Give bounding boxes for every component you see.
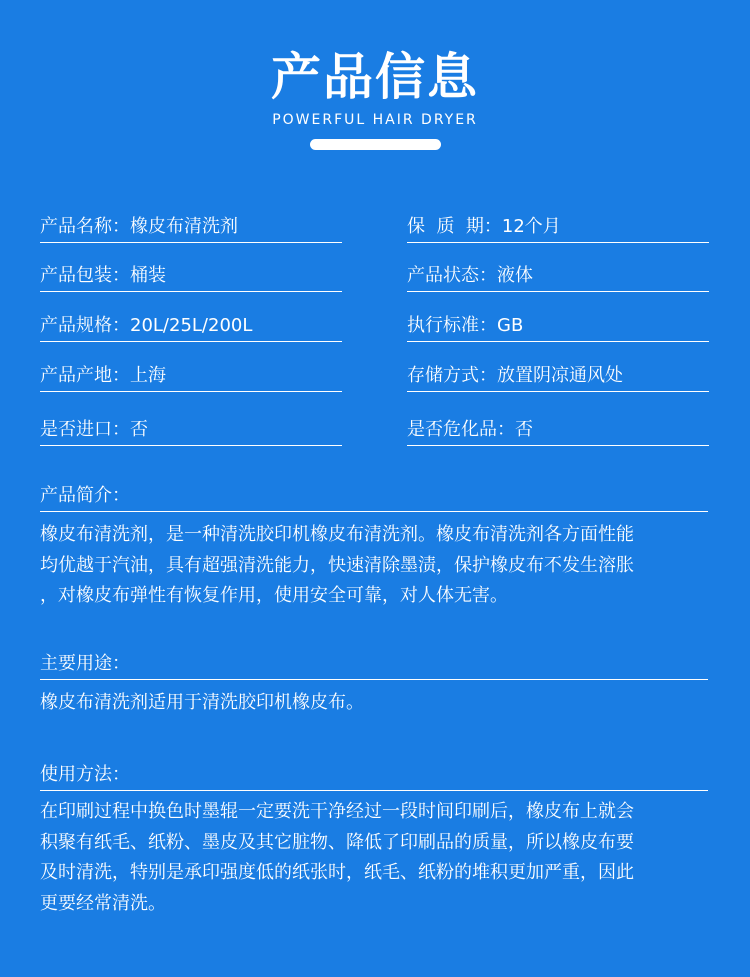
spec-label: 产品规格： (40, 315, 130, 336)
spec-value: 放置阴凉通风处 (497, 365, 623, 386)
spec-value: GB (497, 315, 524, 336)
spec-shelf-life (407, 212, 709, 243)
spec-value: 上海 (130, 365, 166, 386)
spec-standard (407, 311, 709, 342)
spec-hazardous (407, 415, 709, 446)
usage-heading: 主要用途： (40, 649, 708, 680)
spec-label: 是否危化品： (407, 419, 515, 440)
spec-label: 存储方式： (407, 365, 497, 386)
method-line: 更要经常清洗。 (40, 892, 166, 914)
usage-body (40, 688, 712, 719)
spec-specification (40, 311, 342, 342)
spec-label: 产品包装： (40, 265, 130, 286)
method-line: 积聚有纸毛、纸粉、墨皮及其它脏物、降低了印刷品的质量，所以橡皮布要 (40, 831, 634, 853)
method-body (40, 797, 712, 919)
intro-body (40, 520, 712, 612)
spec-value: 否 (130, 419, 148, 440)
method-line: 在印刷过程中换色时墨辊一定要洗干净经过一段时间印刷后，橡皮布上就会 (40, 801, 634, 822)
intro-line: 均优越于汽油，具有超强清洗能力，快速清除墨渍，保护橡皮布不发生溶胀 (40, 554, 634, 576)
spec-storage (407, 361, 709, 392)
spec-label: 产品状态： (407, 265, 497, 286)
spec-label: 是否进口： (40, 419, 130, 440)
spec-value: 20L/25L/200L (130, 315, 253, 336)
intro-line: ，对橡皮布弹性有恢复作用，使用安全可靠，对人体无害。 (40, 585, 508, 606)
spec-label: 产品名称： (40, 216, 130, 237)
spec-value: 否 (515, 419, 533, 440)
spec-imported (40, 415, 342, 446)
page-title: 产品信息 (271, 48, 479, 106)
intro-heading: 产品简介： (40, 481, 708, 512)
spec-state (407, 261, 709, 292)
intro-line: 橡皮布清洗剂，是一种清洗胶印机橡皮布清洗剂。橡皮布清洗剂各方面性能 (40, 524, 634, 545)
spec-value: 橡皮布清洗剂 (130, 216, 238, 237)
spec-label: 保 质 期： (407, 216, 502, 237)
spec-value: 12个月 (501, 216, 561, 237)
method-line: 及时清洗，特别是承印强度低的纸张时，纸毛、纸粉的堆积更加严重，因此 (40, 862, 634, 883)
spec-origin (40, 361, 342, 392)
spec-packaging (40, 261, 342, 292)
spec-product-name (40, 212, 342, 243)
title-underline-bar (310, 139, 441, 150)
spec-label: 执行标准： (407, 315, 497, 336)
method-heading: 使用方法： (40, 760, 708, 791)
page-subtitle: POWERFUL HAIR DRYER (272, 112, 478, 128)
usage-line: 橡皮布清洗剂适用于清洗胶印机橡皮布。 (40, 692, 364, 713)
spec-label: 产品产地： (40, 365, 130, 386)
spec-value: 桶装 (130, 265, 166, 286)
spec-value: 液体 (497, 265, 533, 286)
